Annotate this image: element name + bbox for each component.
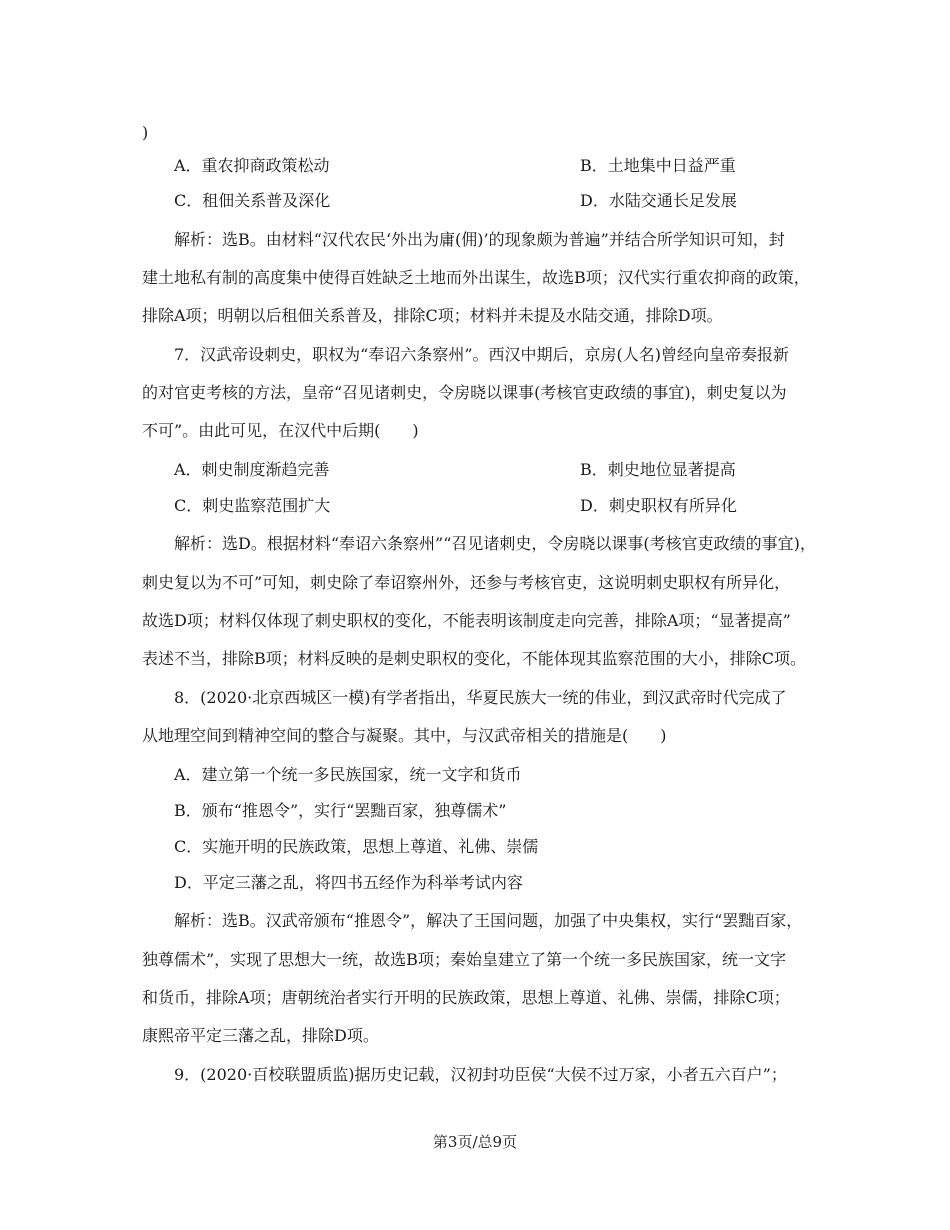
- page-footer: 第3页/总9页: [432, 1133, 518, 1151]
- q8-analysis-line: 和货币，排除A项；唐朝统治者实行开明的民族政策，思想上尊道、礼佛、崇儒，排除C项；: [142, 988, 790, 1007]
- q6-option-a: A．重农抑商政策松动: [174, 156, 330, 175]
- question-stem-fragment: ): [142, 123, 149, 142]
- q7-option-b: B．刺史地位显著提高: [580, 460, 736, 479]
- q7-stem-line: 7．汉武帝设刺史，职权为“奉诏六条察州”。西汉中期后，京房(人名)曾经向皇帝奏报新: [174, 345, 790, 364]
- q7-analysis-line: 解析：选D。根据材料“奉诏六条察州”“召见诸刺史，令房晓以课事(考核官吏政绩的事宜)，: [174, 534, 816, 553]
- q6-option-b: B．土地集中日益严重: [580, 156, 736, 175]
- q8-option-d: D．平定三藩之乱，将四书五经作为科举考试内容: [174, 873, 523, 892]
- q8-analysis-line: 解析：选B。汉武帝颁布“推恩令”，解决了王国问题，加强了中央集权，实行“罢黜百家，: [174, 911, 803, 930]
- q7-option-c: C．刺史监察范围扩大: [174, 496, 331, 515]
- q8-option-c: C．实施开明的民族政策，思想上尊道、礼佛、崇儒: [174, 837, 539, 856]
- q7-analysis-line: 刺史复以为不可”可知，刺史除了奉诏察州外，还参与考核官吏，这说明刺史职权有所异化，: [142, 573, 791, 592]
- q8-option-a: A．建立第一个统一多民族国家，统一文字和货币: [174, 765, 522, 784]
- q8-stem-line: 8．(2020·北京西城区一模)有学者指出，华夏民族大一统的伟业，到汉武帝时代完成了: [174, 688, 787, 707]
- q6-option-d: D．水陆交通长足发展: [580, 191, 737, 210]
- q7-stem-line: 的对官吏考核的方法，皇帝“召见诸刺史，令房晓以课事(考核官吏政绩的事宜)，刺史复以为: [142, 383, 787, 402]
- q7-analysis-line: 故选D项；材料仅体现了刺史职权的变化，不能表明该制度走向完善，排除A项；“显著提高”: [142, 611, 791, 630]
- q7-option-a: A．刺史制度渐趋完善: [174, 460, 330, 479]
- q7-stem-line: 不可”。由此可见，在汉代中后期( ): [142, 421, 419, 440]
- q6-analysis-line: 解析：选B。由材料“汉代农民‘外出为庸(佣)’的现象颇为普遍”并结合所学知识可知，封: [174, 230, 785, 249]
- q6-option-c: C．租佃关系普及深化: [174, 191, 331, 210]
- q7-option-d: D．刺史职权有所异化: [580, 496, 737, 515]
- q6-analysis-line: 建土地私有制的高度集中使得百姓缺乏土地而外出谋生，故选B项；汉代实行重农抑商的政策，: [142, 268, 810, 287]
- q8-stem-line: 从地理空间到精神空间的整合与凝聚。其中，与汉武帝相关的措施是( ): [142, 726, 667, 745]
- q7-analysis-line: 表述不当，排除B项；材料反映的是刺史职权的变化，不能体现其监察范围的大小，排除C项。: [142, 649, 807, 668]
- q8-analysis-line: 独尊儒术”，实现了思想大一统，故选B项；秦始皇建立了第一个统一多民族国家，统一文字: [142, 950, 786, 969]
- q9-stem-line: 9．(2020·百校联盟质监)据历史记载，汉初封功臣侯“大侯不过万家，小者五六百户”；: [174, 1065, 787, 1084]
- q8-option-b: B．颁布“推恩令”，实行“罢黜百家，独尊儒术”: [174, 801, 507, 820]
- q8-analysis-line: 康熙帝平定三藩之乱，排除D项。: [142, 1026, 379, 1045]
- q6-analysis-line: 排除A项；明朝以后租佃关系普及，排除C项；材料并未提及水陆交通，排除D项。: [142, 306, 723, 325]
